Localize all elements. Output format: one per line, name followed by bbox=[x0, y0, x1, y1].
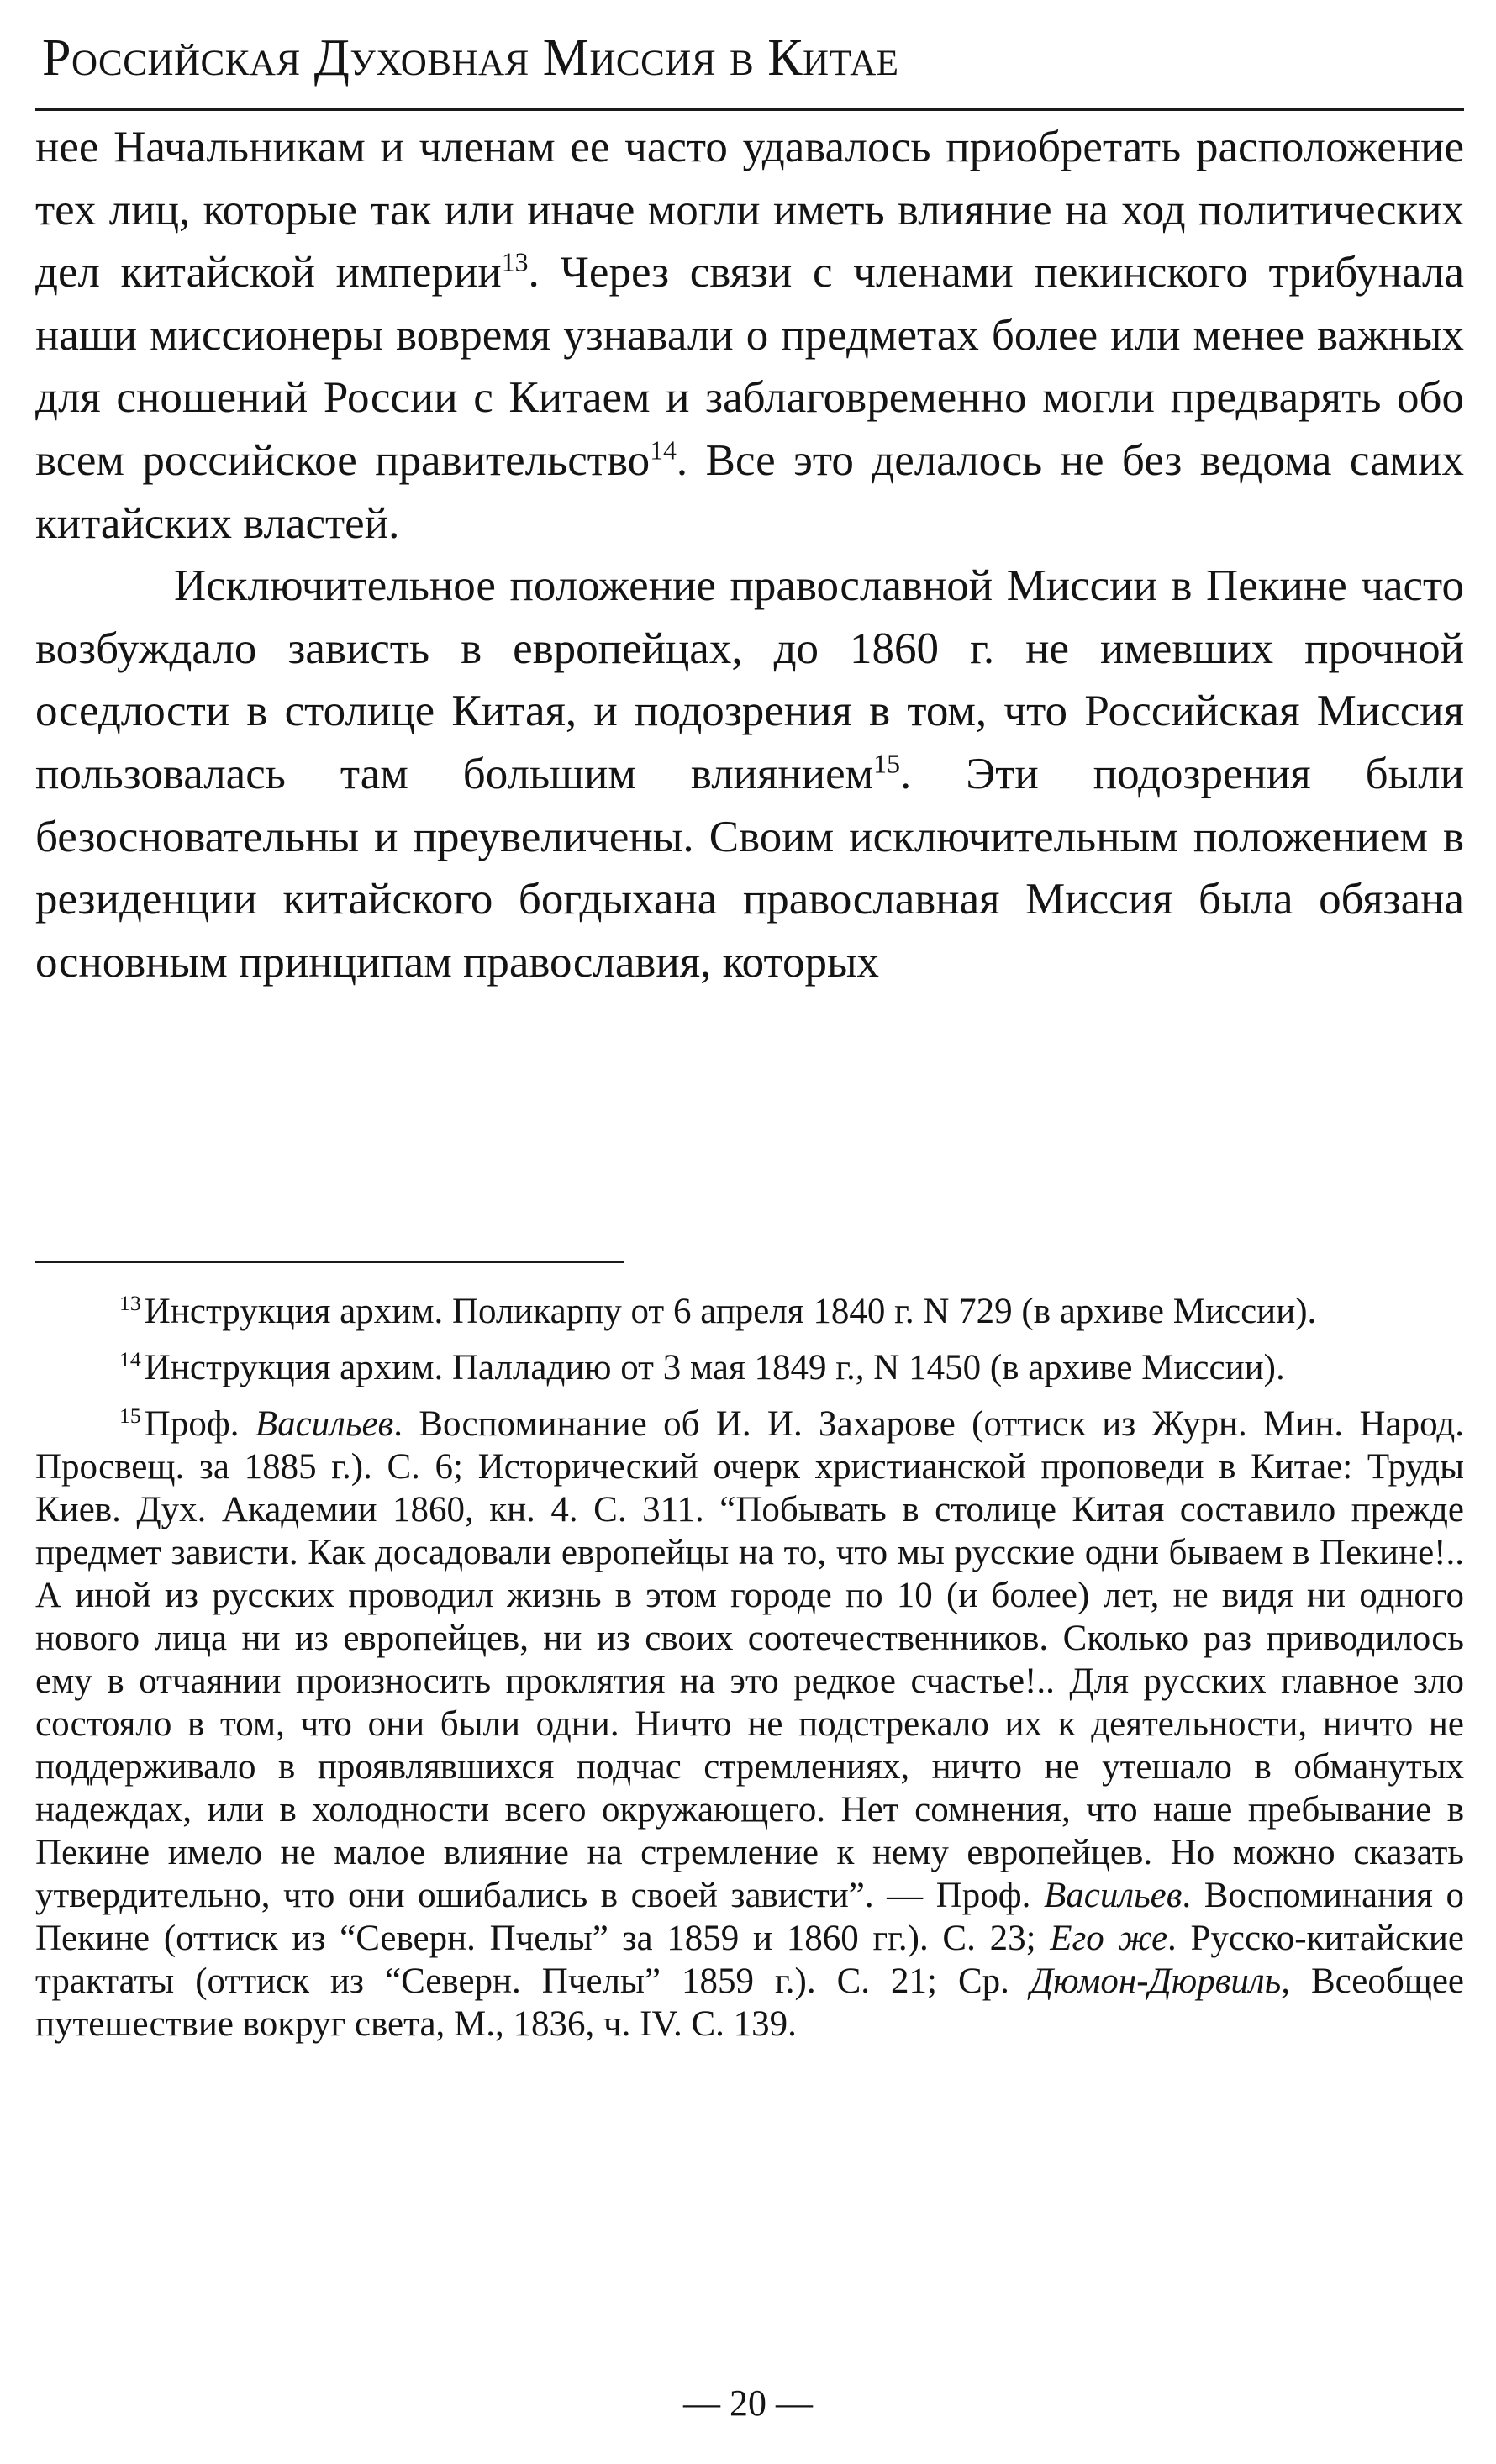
note-ref-14: 14 bbox=[650, 435, 677, 466]
footnote-15-prefix: Проф. bbox=[144, 1404, 255, 1444]
footnote-15-italic-3: Его же bbox=[1050, 1919, 1168, 1958]
footnote-13 bbox=[35, 1290, 1464, 1333]
footnote-15-text-1: . Воспоминание об И. И. Захарове (оттиск из Журн. Мин. Народ. Просвещ. за 1885 г.). С. 6; Исторический очерк христианской проповеди в Китае: Труды Киев. Дух. Академии 1860, кн. 4. С. 311. “Побывать в столице Китая составило прежде предмет зависти. Как досадовали европейцы на то, что мы русские одни бываем в Пекине!.. А иной из русских проводил жизнь в этом городе по 10 (и более) лет, не видя ни одного нового лица ни из европейцев, ни из своих соотечественников. Сколько раз приводилось ему в отчаянии произносить проклятия на это редкое счастье!.. Для русских главное зло состояло в том, что они были одни. Ничто не подстрекало их к деятельности, ничто не поддерживало в проявлявшихся подчас стремлениях, ничто не утешало в обманутых надеждах, или в холодности всего окружающего. Нет сомнения, что наше пребывание в Пекине имело не малое влияние на стремление к нему европейцев. Но можно сказать утвердительно, что они ошибались в своей зависти”. — Проф. bbox=[35, 1404, 1464, 1915]
footnote-15-mark: 15 bbox=[119, 1403, 141, 1428]
paragraph-2 bbox=[35, 555, 1464, 993]
main-text bbox=[35, 116, 1464, 993]
paragraph-2-text-a: Исключительное положение православной Миссии в Пекине часто возбуждало зависть в европейцах, до 1860 г. не имевших прочной оседлости в столице Китая, и подозрения в том, что Российская Миссия пользовалась там большим влиянием bbox=[35, 561, 1464, 798]
note-ref-15: 15 bbox=[873, 749, 900, 779]
paragraph-1-text-b: . Через связи с членами пекинского трибунала наши миссионеры вовремя узнавали о предметах более или менее важных для сношений России с Китаем и заблаговременно могли предварять обо всем российское правительство bbox=[35, 248, 1464, 485]
note-ref-13: 13 bbox=[501, 247, 529, 277]
footnote-13-mark: 13 bbox=[119, 1290, 141, 1315]
footnote-14-mark: 14 bbox=[119, 1346, 141, 1372]
paragraph-1-text-a: нее Начальникам и членам ее часто удавалось приобретать расположение тех лиц, которые так или иначе могли иметь влияние на ход политических дел китайской империи bbox=[35, 123, 1464, 297]
footnote-15-author-2: Васильев bbox=[1044, 1876, 1183, 1915]
footnote-15-text-2: . Воспоминания о Пекине (оттиск из “Северн. Пчелы” за 1859 и 1860 гг.). С. 23; bbox=[35, 1876, 1464, 1958]
page-number: — 20 — bbox=[683, 2382, 813, 2424]
footnote-separator bbox=[35, 1261, 624, 1263]
running-title: Российская Духовная Миссия в Китае bbox=[42, 29, 899, 87]
paragraph-1 bbox=[35, 116, 1464, 555]
footnote-15 bbox=[35, 1403, 1464, 2045]
footnote-15-text-4: Всеобщее путешествие вокруг света, М., 1836, ч. IV. С. 139. bbox=[35, 1961, 1464, 2044]
footnote-14 bbox=[35, 1346, 1464, 1389]
footnote-15-text-3: . Русско-китайские трактаты (оттиск из “Северн. Пчелы” 1859 г.). С. 21; Ср. bbox=[35, 1919, 1465, 2001]
paragraph-1-text-c: . Все это делалось не без ведома самих китайских властей. bbox=[35, 435, 1464, 548]
footnote-14-text: Инструкция архим. Палладию от 3 мая 1849 г., N 1450 (в архиве Миссии). bbox=[144, 1348, 1285, 1387]
footnotes bbox=[35, 1290, 1464, 2059]
running-header bbox=[35, 24, 1464, 111]
footnote-15-author-4: Дюмон-Дюрвиль, bbox=[1030, 1961, 1290, 2001]
paragraph-2-text-b: . Эти подозрения были безосновательны и преувеличены. Своим исключительным положением в резиденции китайского богдыхана православная Миссия была обязана основным принципам православия, которых bbox=[35, 749, 1464, 987]
footnote-13-text: Инструкция архим. Поликарпу от 6 апреля 1840 г. N 729 (в архиве Миссии). bbox=[144, 1292, 1317, 1331]
footnote-15-author-1: Васильев bbox=[255, 1404, 394, 1444]
